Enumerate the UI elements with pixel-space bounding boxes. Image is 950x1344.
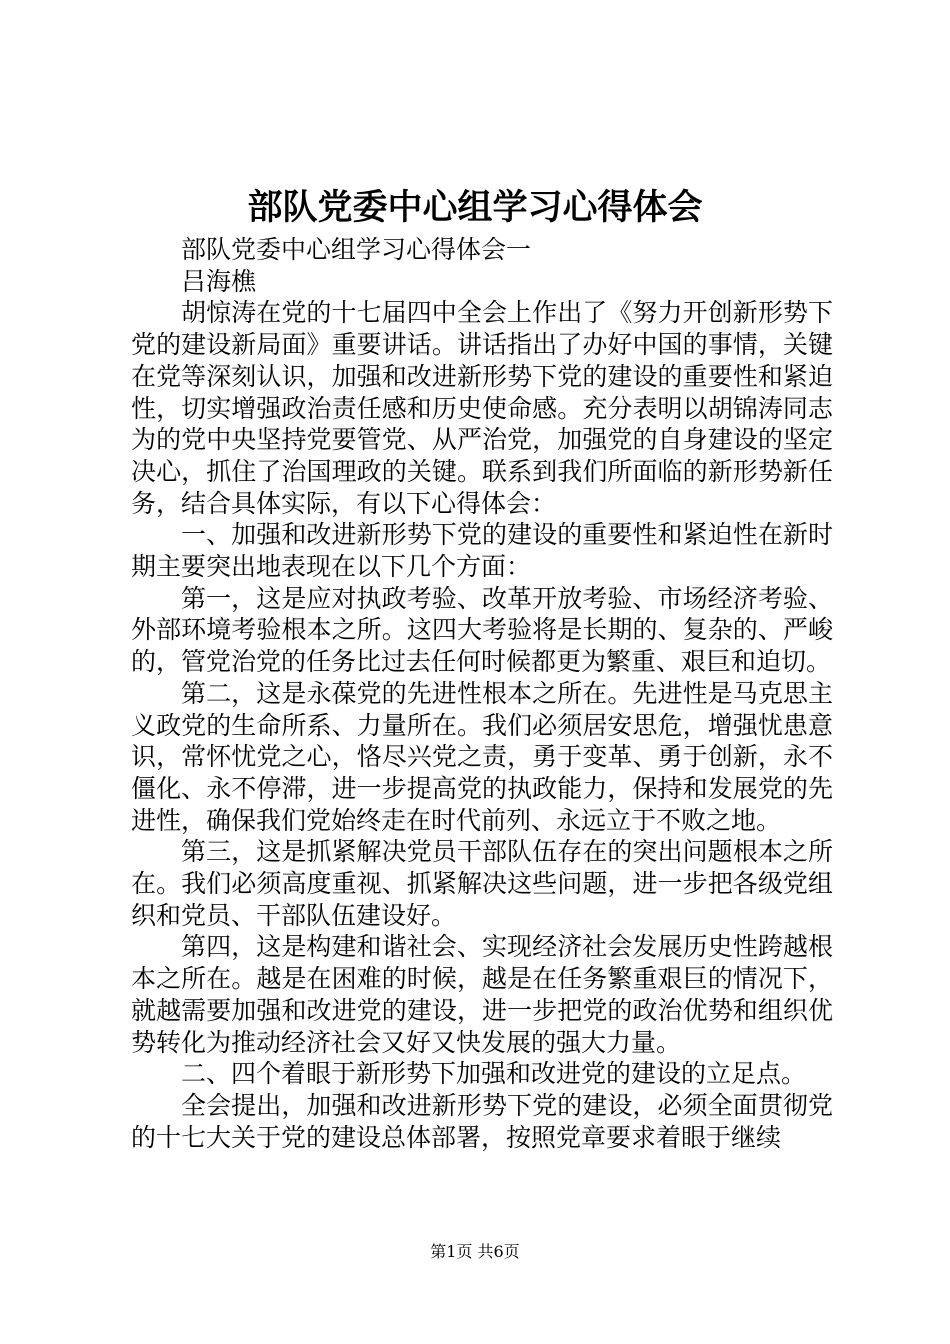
subtitle-paragraph: 部队党委中心组学习心得体会一 [181,235,532,264]
page-number-footer: 第1页 共6页 [430,1242,520,1261]
author-paragraph: 吕海樵 [181,266,257,296]
document-body [131,234,833,1153]
document-title: 部队党委中心组学习心得体会 [247,187,703,228]
body-paragraph: 胡惊涛在党的十七届四中全会上作出了《努力开创新形势下党的建设新局面》重要讲话。讲话指出了办好中国的事情，关键在党等深刻认识，加强和改进新形势下党的建设的重要性和紧迫性，切实增强政治责任感和历史使命感。充分表明以胡锦涛同志为的党中央坚持党要管党、从严治党，加强党的自身建设的坚定决心，抓住了治国理政的关键。联系到我们所面临的新形势新任务，结合具体实际，有以下心得体会： [131,298,833,518]
body-paragraph: 全会提出，加强和改进新形势下党的建设，必须全面贯彻党的十七大关于党的建设总体部署，按照党章要求着眼于继续 [131,1090,833,1152]
body-paragraph: 一、加强和改进新形势下党的建设的重要性和紧迫性在新时期主要突出地表现在以下几个方面： [131,520,833,582]
body-paragraph: 第四，这是构建和谐社会、实现经济社会发展历史性跨越根本之所在。越是在困难的时候，越是在任务繁重艰巨的情况下，就越需要加强和改进党的建设，进一步把党的政治优势和组织优势转化为推动经济社会又好又快发展的强大力量。 [131,932,833,1057]
section-heading: 二、四个着眼于新形势下加强和改进党的建设的立足点。 [181,1059,807,1089]
body-paragraph: 第三，这是抓紧解决党员干部队伍存在的突出问题根本之所在。我们必须高度重视、抓紧解决这些问题，进一步把各级党组织和党员、干部队伍建设好。 [131,837,833,930]
body-paragraph: 第二，这是永葆党的先进性根本之所在。先进性是马克思主义政党的生命所系、力量所在。我们必须居安思危，增强忧患意识，常怀忧党之心，恪尽兴党之责，勇于变革、勇于创新，永不僵化、永不停滞，进一步提高党的执政能力，保持和发展党的先进性，确保我们党始终走在时代前列、永远立于不败之地。 [131,678,833,835]
body-paragraph: 第一，这是应对执政考验、改革开放考验、市场经济考验、外部环境考验根本之所。这四大考验将是长期的、复杂的、严峻的，管党治党的任务比过去任何时候都更为繁重、艰巨和迫切。 [131,583,833,677]
